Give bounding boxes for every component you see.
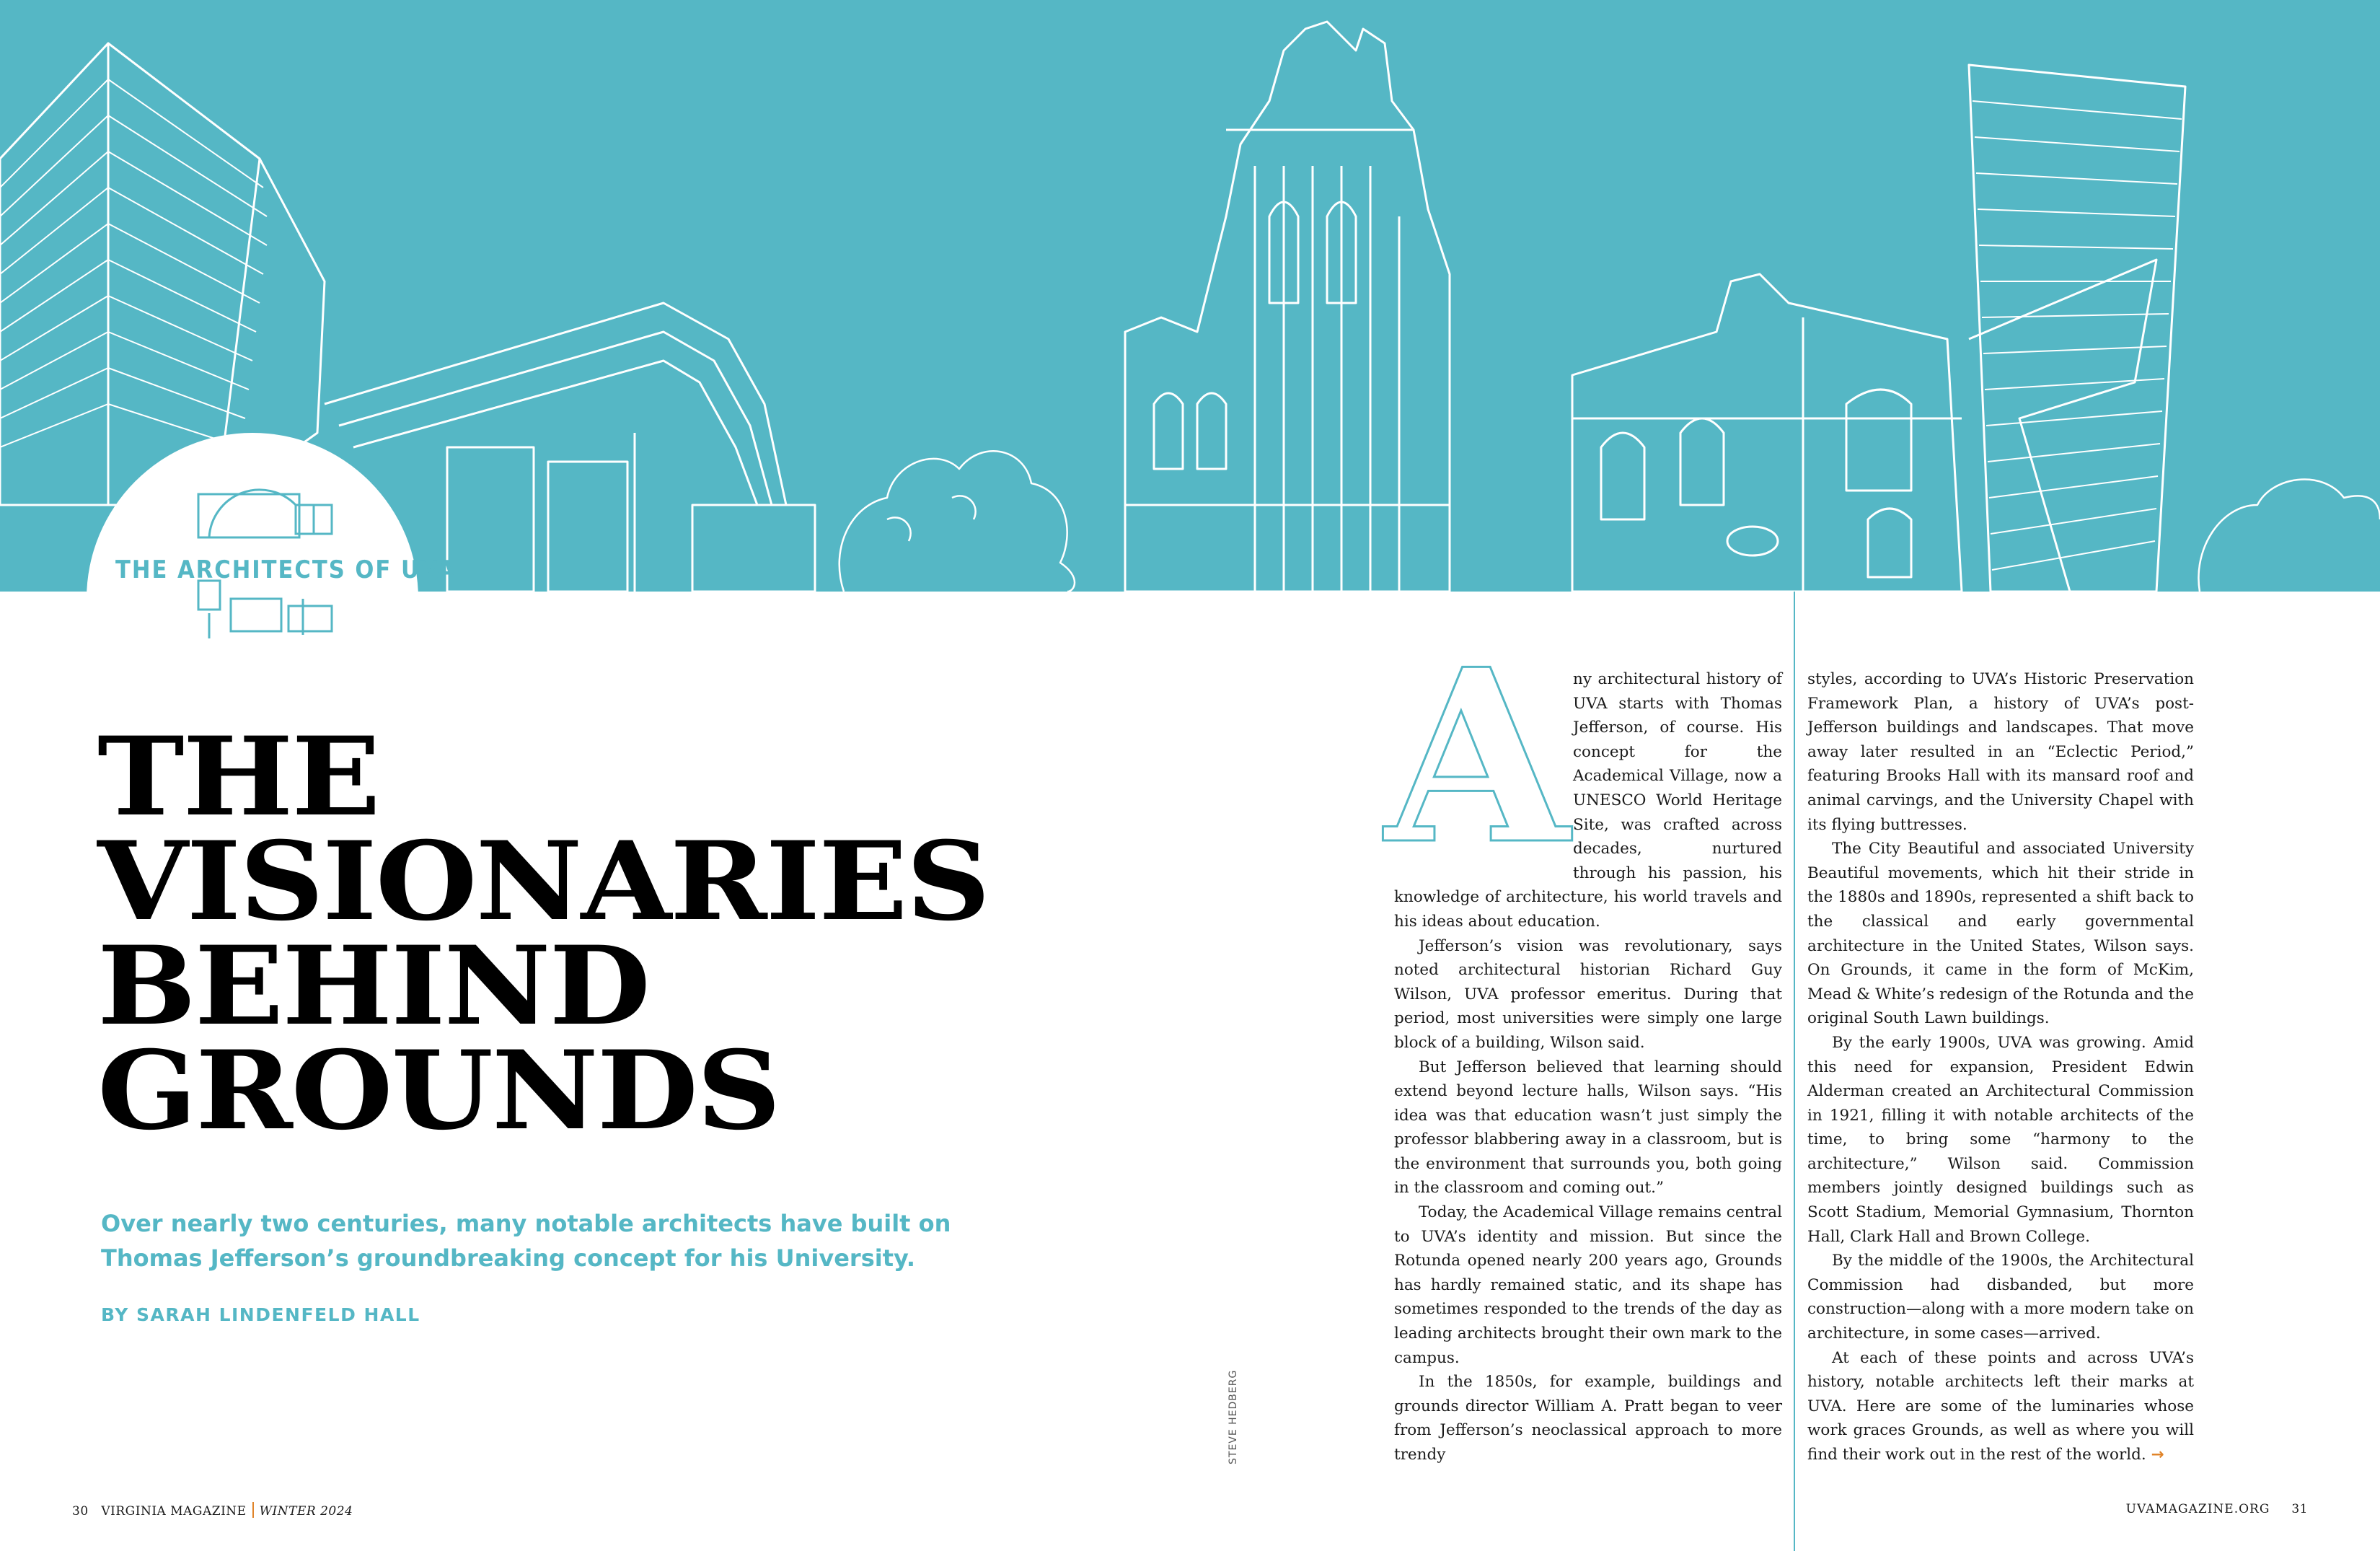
folio-separator <box>252 1502 254 1518</box>
drop-cap-letter: A <box>1384 617 1570 897</box>
headline-line-3: BEHIND <box>97 923 649 1050</box>
magazine-url: UVAMAGAZINE.ORG <box>2125 1502 2270 1516</box>
magazine-name: VIRGINIA MAGAZINE <box>101 1504 247 1519</box>
issue-date: WINTER 2024 <box>259 1504 353 1519</box>
victorian-hall <box>1572 274 1962 592</box>
continue-arrow-icon: → <box>2151 1446 2164 1464</box>
paragraph: By the early 1900s, UVA was growing. Amid this need for expansion, President Edwin Alderman created an Architectural Commission in 1921, filling it with notable architects of the time, to bring some “harmony to the architecture,” Wilson said. Commission members jointly designed buildings such as Scott Stadium, Memorial Gymnasium, Thornton Hall, Clark Hall and Brown College. <box>1807 1033 2194 1246</box>
gothic-tower <box>1125 22 1450 592</box>
paragraph: ny architectural history of UVA starts with Thomas Jefferson, of course. His concept for the Academical Village, now a UNESCO World Heritage Site, was crafted across decades, nurtured through his passion, his knowledge of architecture, his world travels and his ideas about education. <box>1394 670 1782 931</box>
paragraph-final <box>1807 1346 2194 1467</box>
article-column-2 <box>1807 667 2194 1467</box>
drop-cap <box>1384 617 1570 897</box>
paragraph: Today, the Academical Village remains central to UVA’s identity and mission. But since the Rotunda opened nearly 200 years ago, Grounds has hardly remained static, and its shape has sometimes responded to the trends of the day as leading architects brought their own mark to the campus. <box>1394 1203 1782 1367</box>
folio-right <box>2126 1502 2308 1516</box>
series-label: THE ARCHITECTS OF UVA <box>115 555 456 584</box>
paragraph: In the 1850s, for example, buildings and grounds director William A. Pratt began to veer from Jefferson’s neoclassical approach to more trendy <box>1394 1373 1782 1464</box>
photo-credit: STEVE HEDBERG <box>1228 1369 1239 1464</box>
paragraph: styles, according to UVA’s Historic Preservation Framework Plan, a history of UVA’s post-Jefferson buildings and landscapes. That move away later resulted in an “Eclectic Period,” featuring Brooks Hall with its mansard roof and animal carvings, and the University Chapel with its flying buttresses. <box>1807 670 2194 834</box>
dek: Over nearly two centuries, many notable architects have built on Thomas Jefferson’s groundbreaking concept for his University. <box>101 1210 951 1272</box>
tree-outlines <box>839 451 2380 592</box>
paragraph: By the middle of the 1900s, the Architectural Commission had disbanded, but more construction—along with a more modern take on architecture, in some cases—arrived. <box>1807 1252 2194 1343</box>
folio-left <box>72 1502 353 1519</box>
paragraph: Jefferson’s vision was revolutionary, says noted architectural historian Richard Guy Wilson, UVA professor emeritus. During that period, most universities were simply one large block of a building, Wilson said. <box>1394 936 1782 1052</box>
column-divider <box>1794 592 1795 1551</box>
page-number-left: 30 <box>72 1504 89 1519</box>
paragraph: But Jefferson believed that learning should extend beyond lecture halls, Wilson says. “His idea was that education wasn’t just simply the professor blabbering away in a classroom, but is the environment that surrounds you, both going in the classroom and coming out.” <box>1394 1058 1782 1198</box>
headline <box>97 713 1179 1154</box>
article-column-1 <box>1384 617 1782 1467</box>
headline-line-4: GROUNDS <box>97 1027 780 1154</box>
paragraph-text: At each of these points and across UVA’s history, notable architects left their marks at UVA. Here are some of the luminaries whose work graces Grounds, as well as where you will find their work out in the rest of the world. <box>1807 1348 2194 1464</box>
byline: BY SARAH LINDENFELD HALL <box>101 1304 420 1325</box>
tapered-tower-right <box>1969 65 2185 592</box>
paragraph: The City Beautiful and associated University Beautiful movements, which hit their stride in the 1880s and 1890s, represented a shift back to the classical and early governmental architecture in the United States, Wilson says. On Grounds, it came in the form of McKim, Mead & White’s redesign of the Rotunda and the original South Lawn buildings. <box>1807 840 2194 1028</box>
page-number-right: 31 <box>2291 1502 2308 1516</box>
headline-line-1: THE <box>97 713 379 840</box>
headline-line-2: VISIONARIES <box>97 818 990 945</box>
